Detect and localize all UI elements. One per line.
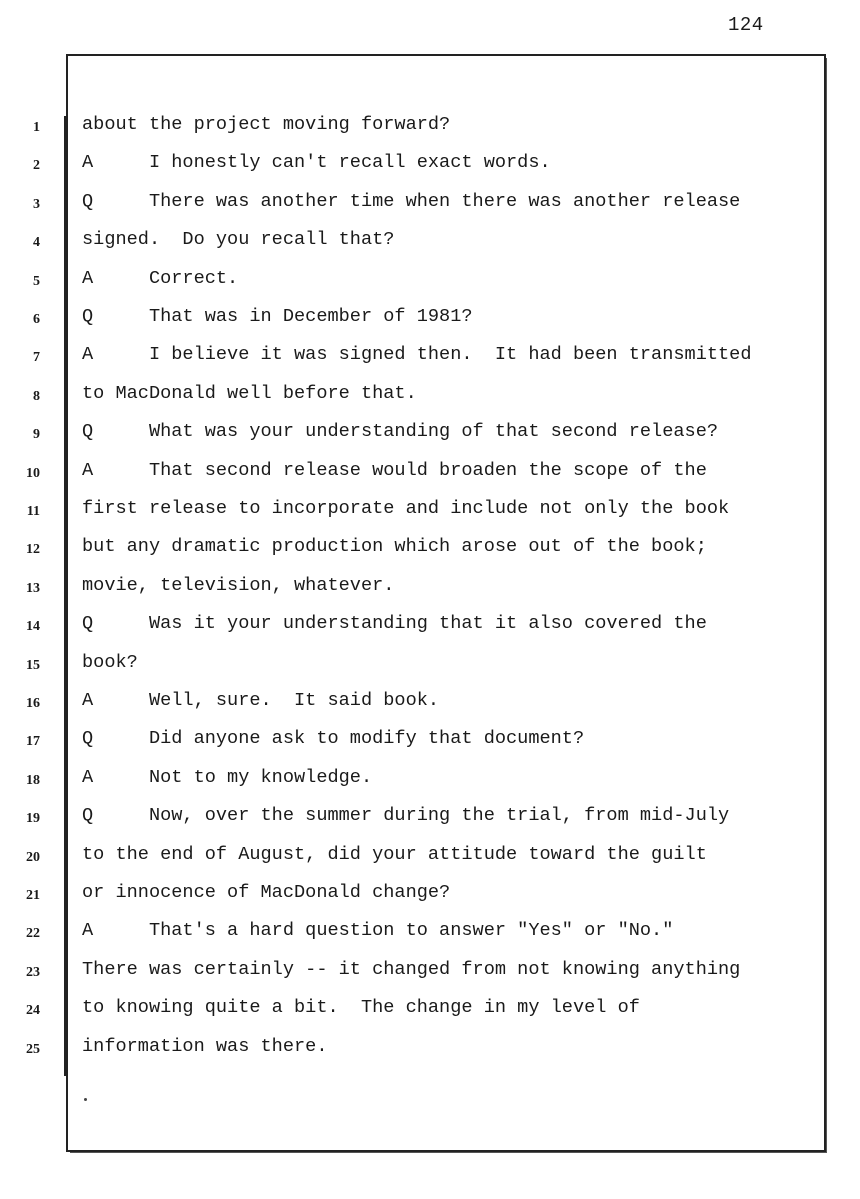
line-text: Q Was it your understanding that it also covered the — [82, 613, 707, 635]
line-number: 11 — [26, 504, 40, 519]
transcript-line — [0, 458, 860, 496]
line-text: but any dramatic production which arose out of the book; — [82, 536, 707, 558]
line-text: to MacDonald well before that. — [82, 382, 417, 404]
line-text: A Not to my knowledge. — [82, 766, 373, 788]
line-number: 4 — [33, 235, 40, 251]
stray-mark — [84, 1098, 87, 1101]
line-number: 7 — [33, 350, 40, 366]
transcript-line — [0, 803, 860, 841]
line-text: There was certainly -- it changed from not knowing anything — [82, 958, 741, 980]
transcript-line — [0, 150, 860, 188]
line-number: 5 — [33, 273, 40, 289]
line-text: Q What was your understanding of that second release? — [82, 421, 719, 443]
transcript-line — [0, 650, 860, 688]
line-text: information was there. — [82, 1035, 328, 1057]
line-number: 13 — [26, 580, 40, 596]
transcript-line — [0, 880, 860, 918]
line-number: 8 — [33, 388, 40, 404]
transcript-line — [0, 611, 860, 649]
line-text: A That second release would broaden the scope of the — [82, 459, 707, 481]
line-text: A That's a hard question to answer "Yes" or "No." — [82, 920, 674, 942]
transcript-line — [0, 419, 860, 457]
line-number: 25 — [26, 1041, 40, 1057]
line-text: Q Did anyone ask to modify that document? — [82, 728, 585, 750]
transcript-line — [0, 688, 860, 726]
line-number: 22 — [26, 926, 40, 942]
transcript-line — [0, 112, 860, 150]
transcript-line — [0, 765, 860, 803]
line-text: first release to incorporate and include not only the book — [82, 498, 730, 519]
transcript-line — [0, 573, 860, 611]
line-text: book? — [82, 651, 138, 673]
line-text: Q That was in December of 1981? — [82, 306, 473, 327]
line-number: 17 — [26, 734, 40, 750]
line-text: or innocence of MacDonald change? — [82, 882, 451, 903]
line-number: 2 — [33, 158, 40, 174]
transcript-line — [0, 534, 860, 572]
line-number: 9 — [33, 427, 40, 443]
line-text: movie, television, whatever. — [82, 574, 395, 596]
line-text: A Well, sure. It said book. — [82, 690, 440, 711]
line-text: Q There was another time when there was another release — [82, 190, 741, 212]
transcript-line — [0, 995, 860, 1033]
transcript-line — [0, 1034, 860, 1072]
line-number: 1 — [33, 120, 40, 135]
line-text: A I honestly can't recall exact words. — [82, 152, 551, 174]
line-number: 24 — [26, 1003, 40, 1019]
transcript-line — [0, 266, 860, 304]
line-number: 14 — [26, 619, 40, 635]
transcript-line — [0, 227, 860, 265]
line-number: 10 — [26, 465, 40, 481]
line-number: 16 — [26, 696, 40, 711]
line-text: about the project moving forward? — [82, 114, 451, 135]
line-number: 19 — [26, 811, 40, 827]
line-text: signed. Do you recall that? — [82, 229, 395, 251]
transcript-line — [0, 918, 860, 956]
transcript-line — [0, 189, 860, 227]
line-number: 15 — [26, 657, 40, 673]
line-number: 6 — [33, 312, 40, 327]
line-number: 20 — [26, 849, 40, 865]
transcript-line — [0, 342, 860, 380]
line-text: A I believe it was signed then. It had been transmitted — [82, 344, 752, 366]
line-number: 21 — [26, 888, 40, 903]
page-number: 124 — [728, 14, 764, 36]
line-text: to the end of August, did your attitude toward the guilt — [82, 843, 707, 865]
transcript-line — [0, 842, 860, 880]
line-number: 3 — [33, 196, 40, 212]
line-number: 18 — [26, 772, 40, 788]
transcript-line — [0, 496, 860, 534]
transcript-line — [0, 726, 860, 764]
line-text: Q Now, over the summer during the trial, from mid-July — [82, 805, 730, 827]
line-text: to knowing quite a bit. The change in my level of — [82, 997, 640, 1019]
transcript-line — [0, 957, 860, 995]
line-number: 12 — [26, 542, 40, 558]
line-number: 23 — [26, 964, 40, 980]
line-text: A Correct. — [82, 267, 239, 289]
transcript-line — [0, 304, 860, 342]
transcript-line — [0, 381, 860, 419]
